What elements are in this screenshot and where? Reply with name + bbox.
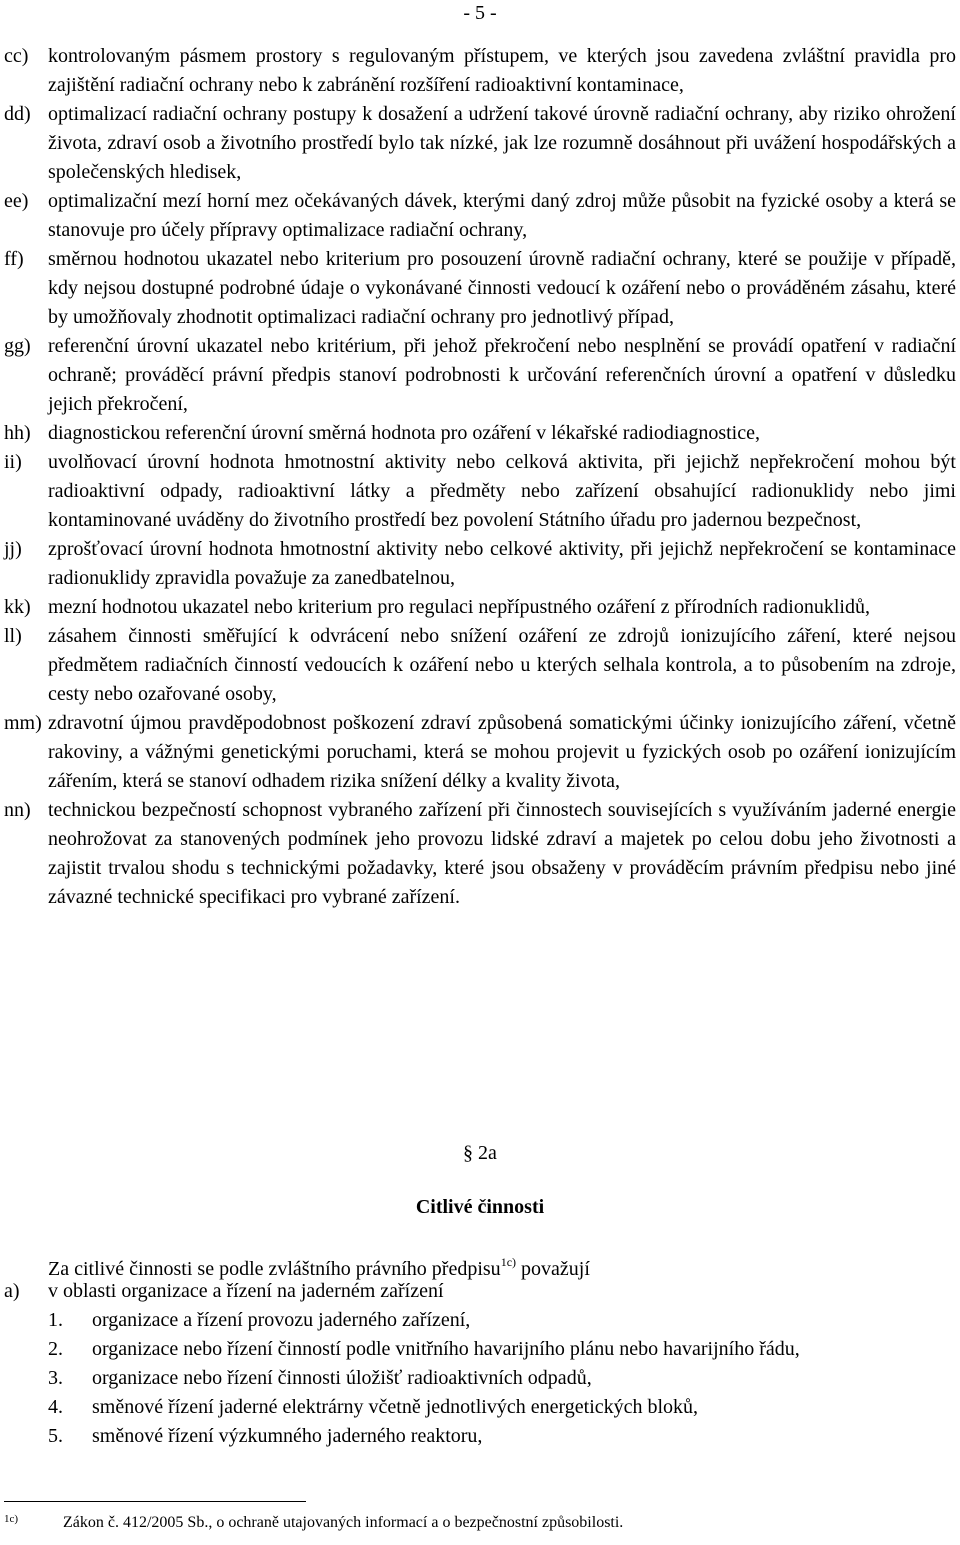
definition-label: kk): [4, 596, 31, 618]
list-text: organizace a řízení provozu jaderného zařízení,: [92, 1309, 471, 1331]
subsection-label: a): [4, 1280, 20, 1302]
definition-text: uvolňovací úrovní hodnota hmotnostní aktivity nebo celková aktivita, při jejichž nepřekročení mohou být radioaktivní odpady, radioaktivní látky a předměty nebo zařízení obsahující radionuklidy nebo jimi kontaminované uváděny do životního prostředí bez povolení Státního úřadu pro jadernou bezpečnost,: [48, 451, 956, 531]
definition-label: cc): [4, 45, 29, 67]
definition-item: [0, 535, 960, 593]
page-number: - 5 -: [463, 2, 497, 24]
footnote-reference: 1c): [500, 1255, 517, 1269]
definition-label: mm): [4, 712, 42, 734]
definition-item: [0, 709, 960, 796]
definition-text: zdravotní újmou pravděpodobnost poškození zdraví způsobená somatickými účinky ionizujícího záření, včetně rakoviny, a vážnými genetickými poruchami, která se mohou projevit u fyzických osob po ozáření ionizujícím zářením, která se stanoví odhadem rizika snížení délky a kvality života,: [48, 712, 956, 792]
definition-text: technickou bezpečností schopnost vybraného zařízení při činnostech souvisejících s využíváním jaderné energie neohrožovat za stanovených podmínek jeho provozu lidské zdraví a majetek po celou dobu jeho životnosti a zajistit trvalou shodu s technickými požadavky, které jsou obsaženy v prováděcím právním předpisu nebo jiné závazné technické specifikaci pro vybrané zařízení.: [48, 799, 956, 908]
list-item: [48, 1364, 956, 1393]
definition-text: optimalizací radiační ochrany postupy k dosažení a udržení takové úrovně radiační ochrany, aby riziko ohrožení života, zdraví osob a životního prostředí bylo tak nízké, jak lze rozumně dosáhnout při uvážení hospodářských a společenských hledisek,: [48, 103, 956, 183]
list-text: organizace nebo řízení činností podle vnitřního havarijního plánu nebo havarijního řádu,: [92, 1338, 800, 1360]
definition-item: [0, 419, 960, 448]
footnote-text: Zákon č. 412/2005 Sb., o ochraně utajovaných informací a o bezpečnostní způsobilosti.: [63, 1514, 624, 1531]
definition-label: ff): [4, 248, 24, 270]
footnote-mark: 1c): [4, 1513, 19, 1525]
definition-text: zprošťovací úrovní hodnota hmotnostní aktivity nebo celkové aktivity, při jejichž nepřekročení se kontaminace radionuklidy zpravidla považuje za zanedbatelnou,: [48, 538, 956, 589]
list-number: 2.: [48, 1338, 63, 1360]
list-item: [48, 1393, 956, 1422]
definition-text: optimalizační mezí horní mez očekávaných dávek, kterými daný zdroj může působit na fyzické osoby a která se stanovuje pro účely přípravy optimalizace radiační ochrany,: [48, 190, 956, 241]
list-number: 3.: [48, 1367, 63, 1389]
definition-label: nn): [4, 799, 31, 821]
definition-label: jj): [4, 538, 22, 560]
definition-item: [0, 332, 960, 419]
footnote-divider: [4, 1501, 306, 1502]
intro-text-end: považují: [516, 1258, 590, 1280]
definition-text: zásahem činnosti směřující k odvrácení nebo snížení ozáření ze zdrojů ionizujícího záření, které nejsou předmětem radiačních činností vedoucích k ozáření nebo u kterých selhala kontrola, a to působením na zdroje, cesty nebo ozařované osoby,: [48, 625, 956, 705]
subsection-text: v oblasti organizace a řízení na jaderném zařízení: [48, 1280, 444, 1302]
list-number: 5.: [48, 1425, 63, 1447]
list-text: směnové řízení jaderné elektrárny včetně jednotlivých energetických bloků,: [92, 1396, 699, 1418]
definition-label: ee): [4, 190, 29, 212]
definition-label: ii): [4, 451, 22, 473]
definition-label: gg): [4, 335, 31, 357]
definition-item: [0, 622, 960, 709]
definition-text: diagnostickou referenční úrovní směrná hodnota pro ozáření v lékařské radiodiagnostice,: [48, 422, 760, 444]
list-item: [48, 1422, 956, 1451]
definition-item: [0, 593, 960, 622]
section-number: § 2a: [463, 1142, 497, 1164]
definition-text: směrnou hodnotou ukazatel nebo kriterium pro posouzení úrovně radiační ochrany, které se použije v případě, kdy nejsou dostupné podrobné údaje o vykonávané činnosti vedoucí k ozáření nebo o prováděném zásahu, které by umožňovaly zhodnotit optimalizaci radiační ochrany pro jednotlivý případ,: [48, 248, 956, 328]
definition-item: [0, 42, 960, 100]
definition-label: dd): [4, 103, 31, 125]
definition-label: ll): [4, 625, 22, 647]
definition-item: [0, 245, 960, 332]
definition-item: [0, 187, 960, 245]
list-number: 1.: [48, 1309, 63, 1331]
definitions-list: [0, 42, 960, 912]
list-item: [48, 1306, 956, 1335]
definition-item: [0, 448, 960, 535]
definition-item: [0, 796, 960, 912]
definition-text: mezní hodnotou ukazatel nebo kriterium pro regulaci nepřípustného ozáření z přírodních radionuklidů,: [48, 596, 870, 618]
section-title: Citlivé činnosti: [415, 1196, 545, 1218]
subsection-a: [4, 1277, 956, 1306]
list-text: organizace nebo řízení činnosti úložišť radioaktivních odpadů,: [92, 1367, 592, 1389]
list-text: směnové řízení výzkumného jaderného reaktoru,: [92, 1425, 483, 1447]
definition-label: hh): [4, 422, 31, 444]
list-number: 4.: [48, 1396, 63, 1418]
intro-text: Za citlivé činnosti se podle zvláštního právního předpisu: [48, 1258, 501, 1280]
definition-text: referenční úrovní ukazatel nebo kritérium, při jehož překročení nebo nesplnění se provádí opatření v radiační ochraně; prováděcí právní předpis stanoví podrobnosti k určování referenčních úrovní a opatření v důsledku jejich překročení,: [48, 335, 956, 415]
definition-item: [0, 100, 960, 187]
list-item: [48, 1335, 956, 1364]
numbered-list: [48, 1306, 956, 1451]
definition-text: kontrolovaným pásmem prostory s regulovaným přístupem, ve kterých jsou zavedena zvláštní pravidla pro zajištění radiační ochrany nebo k zabránění rozšíření radioaktivní kontaminace,: [48, 45, 956, 96]
